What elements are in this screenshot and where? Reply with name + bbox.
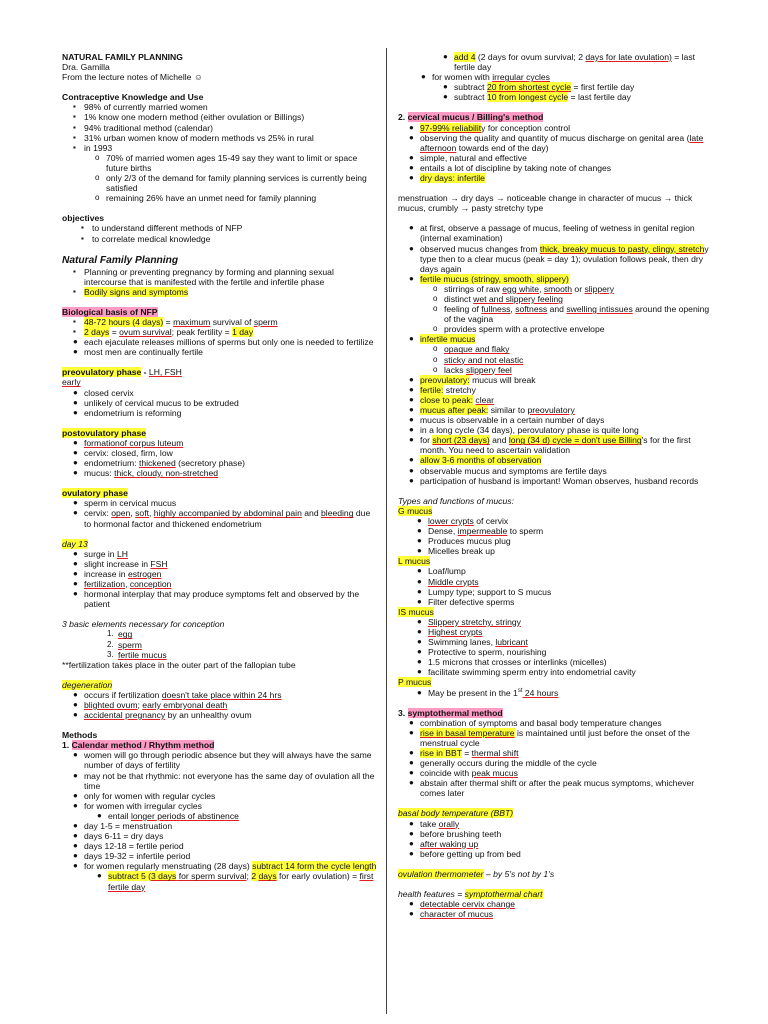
list-item: ● preovulatory: mucus will break (409, 374, 536, 385)
bullet-icon: ● (97, 810, 102, 820)
sub-list (62, 153, 378, 203)
bullet-icon: ● (73, 821, 78, 830)
list-item: ● before getting up from bed (409, 848, 521, 859)
numbered-list (62, 629, 378, 659)
bullet-icon: ● (73, 458, 78, 468)
bullet-list (398, 123, 710, 184)
list-item: ● for women with irregular cycles ● entail longer periods of abstinence (84, 801, 378, 821)
list-item: ● before brushing teeth (409, 828, 502, 839)
list-item: ● mucus: thick, cloudy, non-stretched (73, 468, 219, 479)
bullet-icon: ● (409, 173, 414, 183)
bullet-icon: ● (73, 397, 78, 407)
bullet-icon: ● (417, 536, 422, 546)
bullet-icon: ● (417, 626, 422, 636)
bullet-icon: ● (417, 586, 422, 596)
paragraph: ovulation thermometer – by 5's not by 1's (398, 868, 555, 879)
list-item: ● Dense, impermeable to sperm (417, 526, 544, 537)
left-column (62, 52, 378, 892)
list-item: ● mucus is observable in a certain number of days (409, 415, 605, 426)
list-item: ● allow 3-6 months of observation (409, 455, 542, 466)
list-item: ● days 6-11 = dry days (73, 831, 164, 842)
list-item: o only 2/3 of the demand for family planning services is currently being satisfied (95, 173, 367, 194)
circle-bullet-icon: o (433, 324, 438, 334)
list-item: ● subtract 20 from shortest cycle = first fertile day (443, 82, 635, 93)
bullet-icon: ● (417, 616, 422, 626)
bullet-icon: ● (409, 818, 414, 828)
list-item: o lacks slippery feel (433, 364, 512, 375)
bullet-icon: ▪ (73, 122, 76, 132)
section-heading: preovulatory phase - LH, FSH (62, 367, 182, 378)
list-item: ● coincide with peak mucus (409, 768, 518, 779)
bullet-list (62, 438, 378, 478)
bullet-icon: ● (73, 790, 78, 800)
section-heading: ovulatory phase (62, 488, 128, 499)
bullet-icon: ● (73, 387, 78, 397)
bullet-icon: ● (73, 337, 78, 347)
bullet-icon: ● (409, 435, 414, 445)
list-item: ▪ 98% of currently married women (73, 102, 208, 113)
source-note: From the lecture notes of Michelle ☺ (62, 72, 203, 83)
bullet-list (398, 688, 710, 698)
bullet-icon: ● (417, 667, 422, 677)
subheading: health features = symptothermal chart (398, 889, 543, 900)
list-item: ● observed mucus changes from thick, breaky mucus to pasty, clingy, stretchy type then to a clear mucus (peak = day 1); ovulation follows peak, then dry days again (409, 243, 709, 274)
list-item: ● combination of symptoms and basal body temperature changes (409, 717, 662, 728)
list-item: ● take orally (409, 818, 460, 829)
list-item: ● May be present in the 1st 24 hours (417, 687, 559, 698)
bullet-list (62, 102, 378, 152)
subheading: degeneration (62, 679, 113, 690)
bullet-list (398, 819, 710, 859)
list-item: ● unlikely of cervical mucus to be extruded (73, 397, 239, 408)
footnote: **fertilization takes place in the outer part of the fallopian tube (62, 659, 296, 670)
circle-bullet-icon: o (433, 304, 438, 314)
list-item: ● subtract 10 from longest cycle = last fertile day (443, 92, 631, 103)
list-item: ● Filter defective sperms (417, 596, 515, 607)
section-heading: Contraceptive Knowledge and Use (62, 92, 204, 103)
bullet-icon: ● (417, 637, 422, 647)
bullet-icon: ● (73, 861, 78, 871)
list-item: ● entails a lot of discipline by taking note of changes (409, 162, 612, 173)
bullet-icon: ● (409, 778, 414, 788)
bullet-icon: ● (409, 374, 414, 384)
bullet-icon: ▪ (73, 112, 76, 122)
list-item: ● rise in basal temperature is maintained until just before the onset of the menstrual cycle (409, 727, 690, 748)
bullet-icon: ● (73, 468, 78, 478)
method-heading: 1. Calendar method / Rhythm method (62, 740, 215, 751)
bullet-icon: ● (409, 848, 414, 858)
list-item: ● surge in LH (73, 548, 128, 559)
list-item: o sticky and not elastic (433, 354, 524, 365)
bullet-icon: ▪ (81, 223, 84, 233)
list-item: o distinct wet and slippery feeling (433, 293, 563, 304)
circle-bullet-icon: o (433, 283, 438, 293)
list-item: ● Micelles break up (417, 546, 495, 557)
bullet-list (62, 549, 378, 610)
bullet-list (398, 566, 710, 606)
list-item: ● blighted ovum; early embryonal death (73, 699, 228, 710)
bullet-icon: ● (73, 851, 78, 861)
bullet-icon: ▪ (73, 316, 76, 326)
list-item: ● cervix: open, soft, highly accompanied by abdominal pain and bleeding due to hormonal factor and thickened endometrium (73, 508, 371, 529)
bullet-list (398, 72, 710, 82)
list-item: ● fertilization, conception (73, 579, 172, 590)
bullet-icon: ● (73, 579, 78, 589)
list-item: o stirrings of raw egg white, smooth or slippery (433, 283, 615, 294)
bullet-icon: ● (409, 838, 414, 848)
list-item: ● participation of husband is important! Woman observes, husband records (409, 475, 699, 486)
list-item: ● for women regularly menstruating (28 days) subtract 14 form the cycle length ● subtract 5 (3 days for sperm survival; 2 days for early ovulation) = first fertile day (73, 861, 377, 892)
bullet-icon: ● (409, 758, 414, 768)
bullet-icon: ● (409, 475, 414, 485)
bullet-list (62, 267, 378, 297)
list-item: o opaque and flaky (433, 344, 510, 355)
bullet-icon: ● (417, 576, 422, 586)
bullet-icon: ▪ (73, 102, 76, 112)
section-heading: postovulatory phase (62, 427, 147, 438)
list-item: ● fertile: stretchy (409, 384, 476, 395)
bullet-icon: ● (73, 508, 78, 518)
bullet-list (398, 223, 710, 485)
bullet-icon: ● (73, 710, 78, 720)
list-item: o feeling of fullness, softness and swelling intissues around the opening of the vagina (433, 304, 710, 325)
bullet-icon: ● (409, 455, 414, 465)
bullet-icon: ● (73, 437, 78, 447)
list-item: ● Highest crypts (417, 626, 483, 637)
bullet-icon: ● (73, 800, 78, 810)
list-item: ● generally occurs during the middle of the cycle (409, 758, 597, 769)
page-title: NATURAL FAMILY PLANNING (62, 52, 183, 62)
list-item: ▪ to understand different methods of NFP (81, 223, 243, 234)
bullet-icon: ● (73, 770, 78, 780)
bullet-icon: ● (409, 899, 414, 909)
bullet-list (62, 690, 378, 720)
list-item: ▪ Bodily signs and symptoms (73, 286, 189, 297)
list-item: ● occurs if fertilization doesn't take place within 24 hrs (73, 689, 282, 700)
list-item: ● Slippery stretchy, stringy (417, 616, 521, 627)
list-item: ● cervix: closed, firm, low (73, 448, 173, 458)
bullet-icon: ● (73, 841, 78, 851)
bullet-icon: ● (409, 768, 414, 778)
bullet-list (398, 82, 710, 102)
bullet-icon: ▪ (73, 266, 76, 276)
list-item: ● sperm in cervical mucus (73, 498, 177, 509)
list-item: 2. sperm (107, 639, 142, 650)
list-item: ● only for women with regular cycles (73, 790, 216, 801)
bullet-icon: ▪ (73, 132, 76, 142)
bullet-icon: ● (409, 273, 414, 283)
bullet-list (62, 317, 378, 357)
bullet-icon: ● (409, 394, 414, 404)
bullet-icon: ● (73, 831, 78, 841)
circle-bullet-icon: o (95, 152, 100, 162)
list-item: ● for short (23 days) and long (34 d) cycle = don't use Billing's for the first month. You need to ascertain validation (409, 435, 691, 456)
bullet-icon: ● (73, 548, 78, 558)
list-item: ● character of mucus (409, 909, 494, 920)
bullet-icon: ● (409, 425, 414, 435)
bullet-icon: ● (409, 748, 414, 757)
list-item: o remaining 26% have an unmet need for family planning (95, 193, 317, 204)
bullet-list (62, 750, 378, 891)
bullet-icon: ● (409, 727, 414, 737)
circle-bullet-icon: o (95, 193, 100, 203)
list-item: ● Middle crypts (417, 576, 479, 587)
bullet-icon: ▪ (73, 286, 76, 296)
bullet-icon: ● (409, 828, 414, 838)
list-item: ● lower crypts of cervix (417, 515, 509, 526)
list-item: ● simple, natural and effective (409, 152, 527, 163)
author: Dra. Gamilla (62, 62, 110, 73)
list-item: ● dry days: infertile (409, 173, 485, 184)
section-heading: Biological basis of NFP (62, 306, 158, 317)
list-item: ● Swimming lanes, lubricant (417, 637, 528, 648)
list-item: ● subtract 5 (3 days for sperm survival; 2 days for early ovulation) = first fertile day (97, 871, 374, 892)
list-item: ● rise in BBT = thermal shift (409, 748, 519, 758)
list-item: ▪ 2 days = ovum survival; peak fertility = 1 day (73, 327, 254, 338)
bullet-icon: ● (409, 415, 414, 425)
list-item: ● endometrium: thickened (secretory phase) (73, 458, 245, 469)
subheading: day 13 (62, 538, 88, 549)
paragraph: menstruation → dry days → noticeable change in character of mucus → thick mucus, crumbly → pasty stretchy type (398, 193, 693, 214)
list-item: ● hormonal interplay that may produce symptoms felt and observed by the patient (73, 589, 360, 610)
bullet-icon: ● (417, 647, 422, 657)
subheading: early (62, 377, 81, 388)
list-item: ● accidental pregnancy by an unhealthy ovum (73, 710, 252, 721)
list-item: ● Produces mucus plug (417, 536, 511, 547)
list-item: ● detectable cervix change (409, 899, 516, 910)
circle-bullet-icon: o (433, 364, 438, 374)
list-item: ● in a long cycle (34 days), perovulatory phase is quite long (409, 425, 639, 436)
list-item: ● fertile mucus (stringy, smooth, slippery) o stirrings of raw egg white, smooth or slippery o distinct wet and slippery feeling o feeling of fullness, softness and swelling intissues around the opening of the vagina o provides sperm with a protective envelope (409, 273, 710, 335)
method-heading: 3. symptothermal method (398, 707, 503, 718)
right-column (398, 52, 710, 919)
list-item: ● infertile mucus o opaque and flaky o sticky and not elastic o lacks slippery feel (420, 334, 710, 374)
list-item: ● Loaf/lump (417, 566, 466, 577)
bullet-list (62, 223, 378, 243)
list-item: ● formationof corpus luteum (73, 437, 184, 448)
bullet-icon: ● (443, 82, 448, 92)
bullet-icon: ● (443, 52, 448, 61)
bullet-icon: ● (73, 750, 78, 760)
method-heading: 2. cervical mucus / Billing's method (398, 112, 544, 123)
list-item: ● may not be that rhythmic: not everyone has the same day of ovulation all the time (73, 770, 375, 791)
subheading: G mucus (398, 505, 433, 516)
bullet-list (398, 617, 710, 678)
bullet-icon: ● (417, 515, 422, 525)
column-divider (386, 48, 387, 1014)
list-item: ● Lumpy type; support to S mucus (417, 586, 552, 597)
section-heading: objectives (62, 213, 105, 224)
subheading: Types and functions of mucus: (398, 495, 514, 506)
list-item: ● for women with irregular cycles (421, 72, 550, 83)
list-item: ▪ 31% urban women know of modern methods vs 25% in rural (73, 132, 314, 143)
list-item: 3. fertile mucus (107, 649, 167, 660)
list-item: o provides sperm with a protective envelope (433, 324, 605, 335)
circle-bullet-icon: o (433, 344, 438, 354)
list-item: ● after waking up (409, 838, 479, 849)
bullet-icon: ● (73, 347, 78, 357)
circle-bullet-icon: o (433, 354, 438, 364)
bullet-icon: ● (73, 407, 78, 417)
bullet-icon: ● (409, 334, 414, 344)
bullet-list (398, 718, 710, 799)
list-item: ● entail longer periods of abstinence (97, 810, 239, 821)
list-item: ● at first, observe a passage of mucus, feeling of wetness in genital region (internal examination) (409, 223, 695, 244)
section-heading: Methods (62, 730, 98, 741)
bullet-icon: ▪ (73, 142, 76, 152)
list-item: ● endometrium is reforming (73, 407, 182, 418)
subheading: basal body temperature (BBT) (398, 808, 514, 819)
bullet-icon: ● (417, 657, 422, 667)
bullet-icon: ▪ (81, 233, 84, 243)
bullet-icon: ● (73, 689, 78, 699)
bullet-icon: ● (417, 687, 422, 697)
bullet-list (398, 899, 710, 919)
bullet-list (398, 516, 710, 556)
subheading: L mucus (398, 556, 431, 567)
list-item: ● day 1-5 = menstruation (73, 821, 173, 831)
bullet-list (398, 52, 710, 72)
list-item: ▪ Planning or preventing pregnancy by forming and planning sexual intercourse that is manifested with the fertile and infertile phase (73, 266, 334, 287)
bullet-icon: ● (73, 558, 78, 568)
bullet-icon: ● (73, 448, 78, 457)
list-item: ▪ 48-72 hours (4 days) = maximum survival of sperm (73, 316, 278, 327)
bullet-icon: ● (73, 589, 78, 599)
circle-bullet-icon: o (433, 293, 438, 303)
list-item: ● close to peak: clear (409, 394, 495, 405)
list-item: ● Protective to sperm, nourishing (417, 647, 547, 658)
bullet-icon: ● (409, 717, 414, 727)
list-item: ● add 4 (2 days for ovum survival; 2 days for late ovulation) = last fertile day (443, 52, 696, 73)
list-item: ▪ 1% know one modern method (either ovulation or Billings) (73, 112, 305, 123)
bullet-icon: ● (73, 498, 78, 508)
list-item: ▪ to correlate medical knowledge (81, 233, 211, 244)
bullet-icon: ● (417, 546, 422, 556)
list-item: ● women will go through periodic absence but they will always have the same number of days of fertility (73, 750, 372, 771)
list-item: o 70% of married women ages 15-49 say they want to limit or space future births (95, 152, 358, 173)
list-item: ● slight increase in FSH (73, 558, 168, 569)
bullet-icon: ● (73, 699, 78, 709)
bullet-icon: ● (73, 568, 78, 578)
bullet-icon: ● (417, 526, 422, 536)
bullet-list (62, 388, 378, 418)
subheading: P mucus (398, 677, 432, 688)
bullet-icon: ● (409, 152, 414, 162)
subheading: 3 basic elements necessary for conception (62, 619, 225, 630)
bullet-icon: ● (417, 596, 422, 606)
list-item: ● increase in estrogen (73, 568, 162, 579)
bullet-icon: ● (409, 122, 414, 132)
list-item: ● facilitate swimming sperm entry into endometrial cavity (417, 667, 636, 678)
section-heading: Natural Family Planning (62, 254, 179, 266)
bullet-icon: ● (417, 566, 422, 576)
list-item: ● observable mucus and symptoms are fertile days (409, 465, 607, 476)
list-item: ● days 19-32 = infertile period (73, 851, 191, 862)
bullet-icon: ● (409, 223, 414, 233)
bullet-icon: ● (409, 162, 414, 172)
bullet-icon: ● (409, 909, 414, 919)
list-item: ● 1.5 microns that crosses or interlinks (micelles) (417, 657, 607, 668)
bullet-icon: ● (409, 132, 414, 142)
list-item: ▪ in 1993 (73, 142, 113, 153)
bullet-icon: ● (409, 243, 414, 253)
bullet-icon: ● (443, 92, 448, 102)
bullet-icon: ● (421, 72, 426, 82)
list-item: ● abstain after thermal shift or after the peak mucus symptoms, whichever comes later (409, 778, 695, 799)
bullet-icon: ● (409, 384, 414, 394)
list-item: ● each ejaculate releases millions of sperms but only one is needed to fertilize (73, 337, 374, 348)
list-item: ● closed cervix (73, 387, 134, 398)
list-item: ▪ 94% traditional method (calendar) (73, 122, 213, 133)
bullet-icon: ● (409, 405, 414, 414)
list-item: ● most men are continually fertile (73, 347, 203, 358)
list-item: ● observing the quality and quantity of mucus discharge on genital area (late afternoon towards end of the day) (409, 132, 704, 153)
bullet-icon: ● (409, 465, 414, 475)
list-item: ● mucus after peak: similar to preovulatory (409, 405, 575, 415)
list-item: ● days 12-18 = fertile period (73, 841, 184, 852)
circle-bullet-icon: o (95, 173, 100, 183)
list-item: 1. egg (107, 629, 133, 640)
bullet-icon: ▪ (73, 327, 76, 337)
bullet-list (62, 498, 378, 528)
bullet-icon: ● (97, 871, 102, 881)
subheading: IS mucus (398, 606, 434, 617)
list-item: ● 97-99% reliability for conception control (409, 122, 571, 133)
